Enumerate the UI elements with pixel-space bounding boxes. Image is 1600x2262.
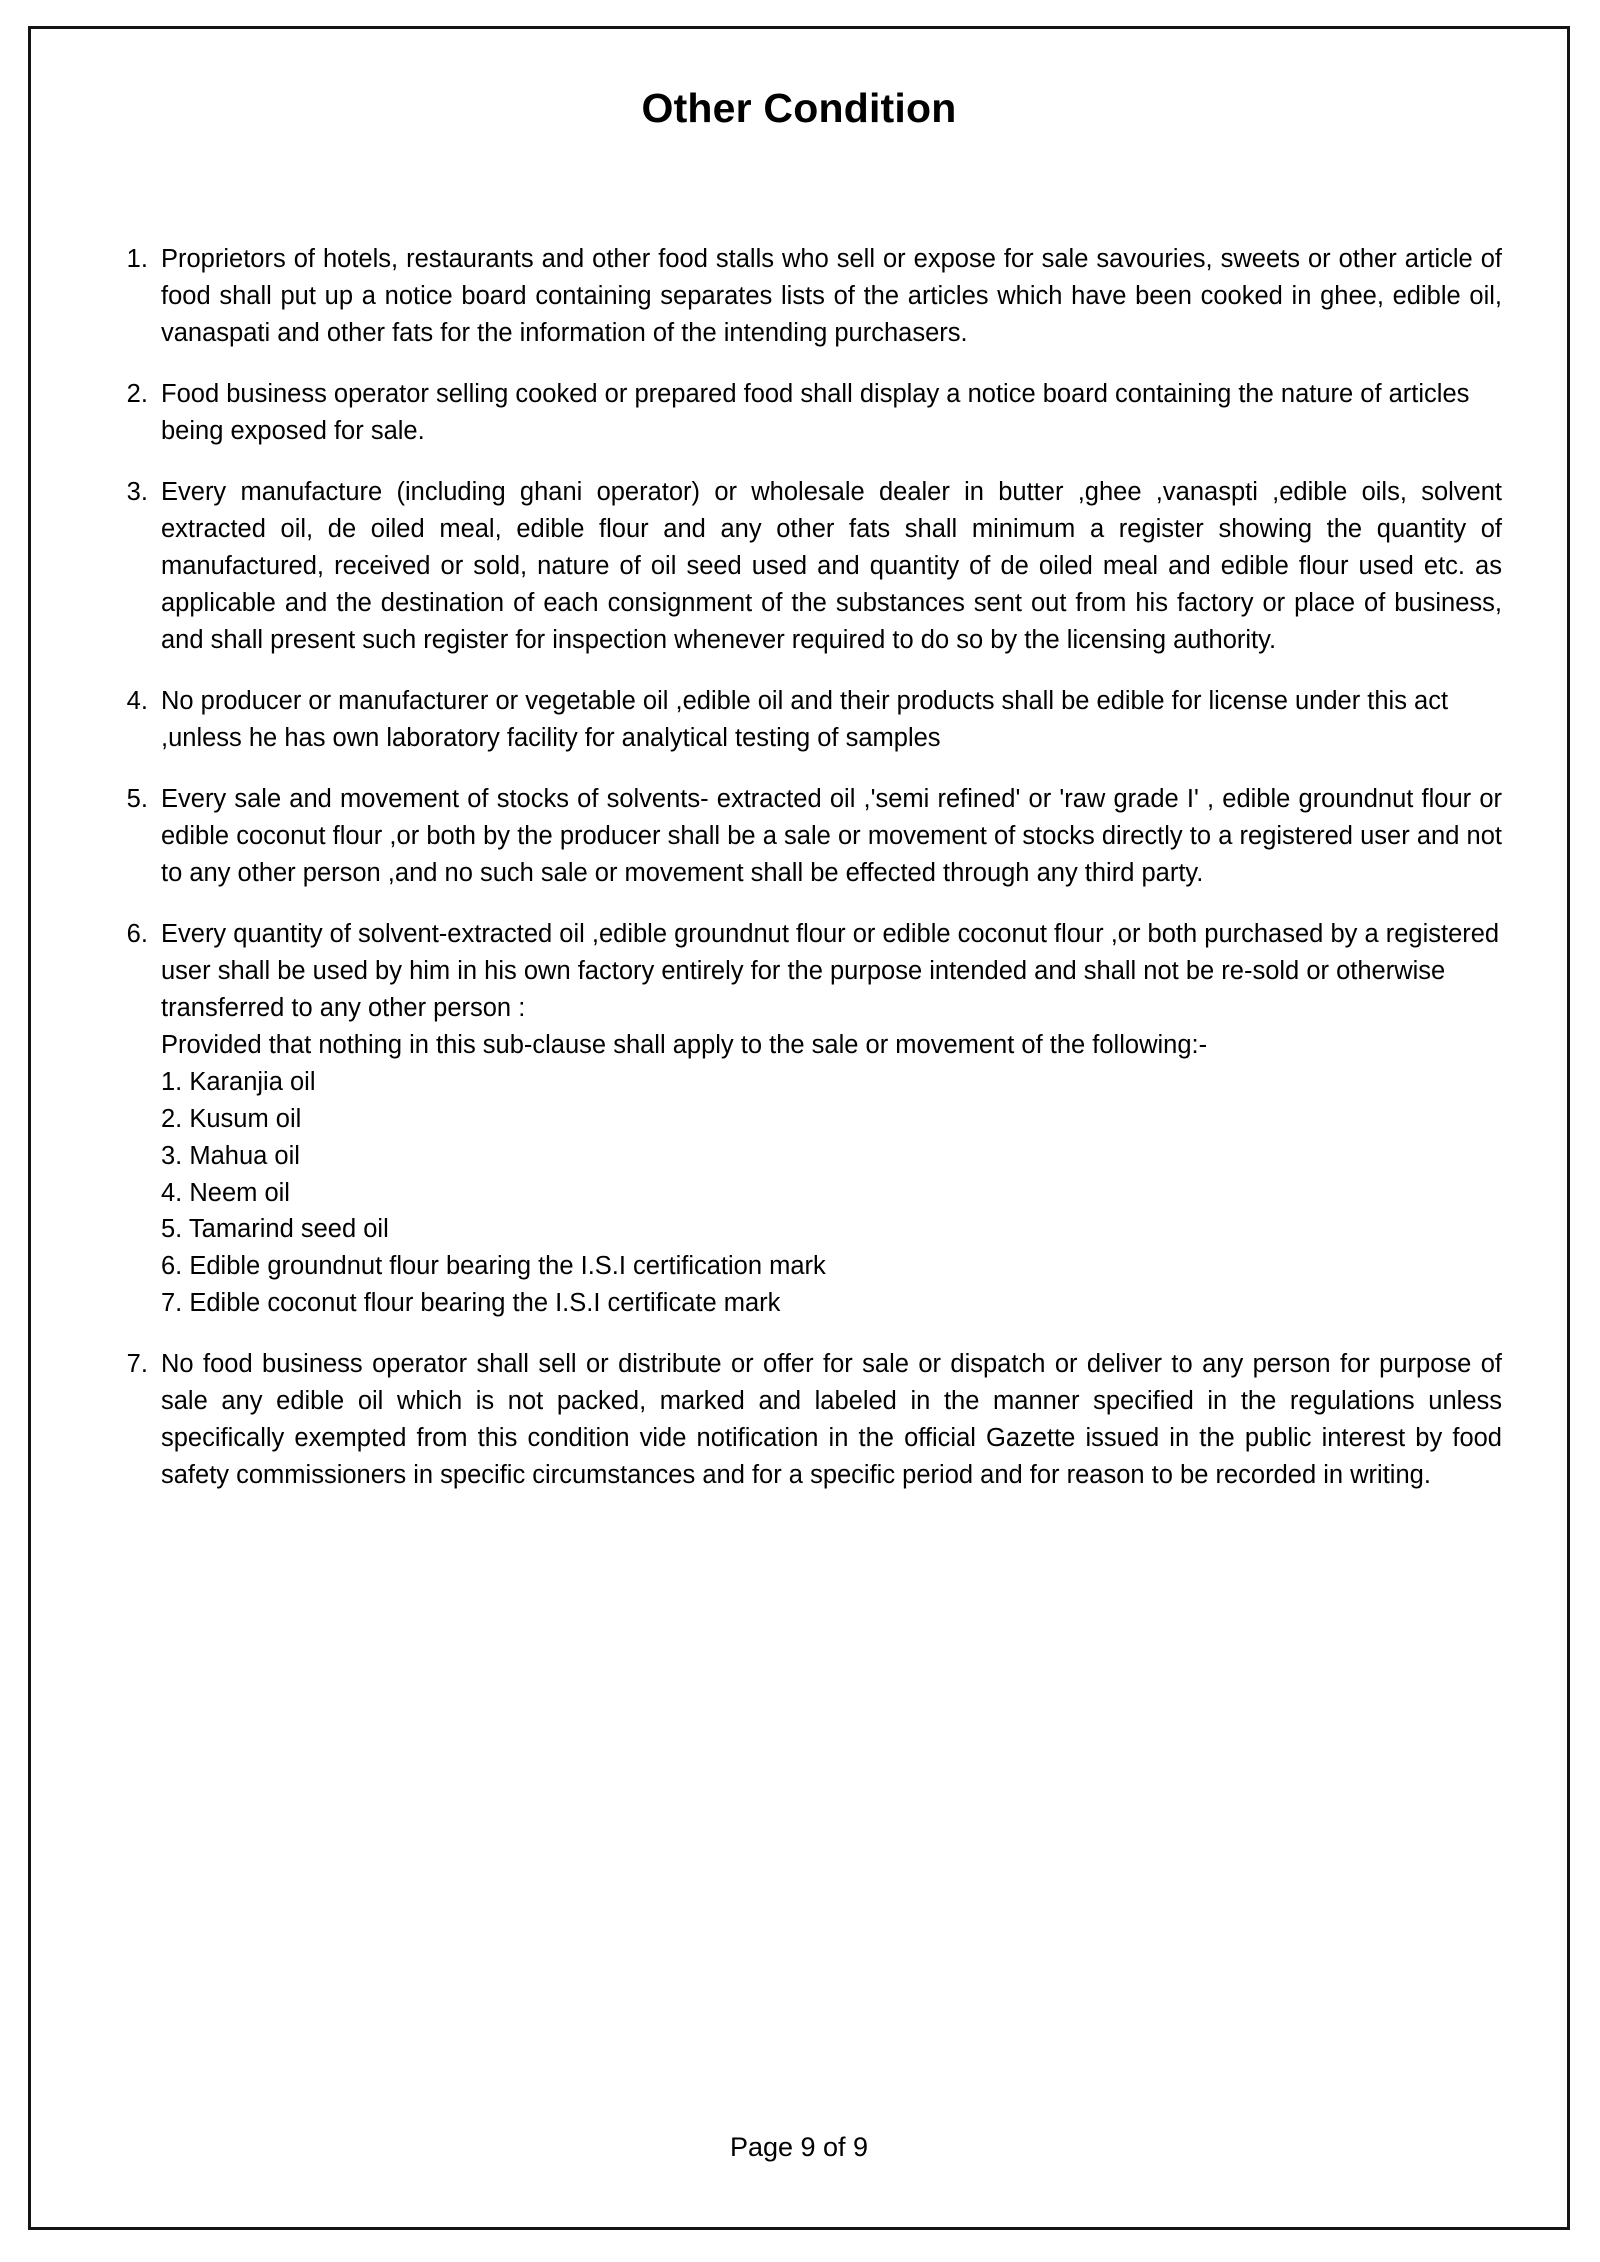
sublist-item-5: 5. Tamarind seed oil bbox=[161, 1215, 389, 1244]
sublist-item-7: 7. Edible coconut flour bearing the I.S.I certificate mark bbox=[161, 1289, 781, 1318]
page-content-area bbox=[31, 29, 1567, 2227]
condition-text-3: Every manufacture (including ghani operator) or wholesale dealer in butter ,ghee ,vanaspti ,edible oils, solvent extracted oil, de oiled meal, edible flour and any other fats shall minimum a register showing the quantity of manufactured, received or sold, nature of oil seed used and quantity of de oiled meal and edible flour used etc. as applicable and the destination of each consignment of the substances sent out from his factory or place of business, and shall present such register for inspection whenever required to do so by the licensing authority. bbox=[161, 478, 1502, 654]
sublist-item-1: 1. Karanjia oil bbox=[161, 1067, 316, 1096]
condition-text-2: Food business operator selling cooked or prepared food shall display a notice board containing the nature of articles being exposed for sale. bbox=[161, 380, 1470, 446]
page-footer: Page 9 of 9 bbox=[729, 2131, 869, 2162]
condition-item-3 bbox=[155, 474, 1502, 659]
condition-item-4 bbox=[155, 683, 1502, 757]
sublist-item-4: 4. Neem oil bbox=[161, 1178, 290, 1207]
sublist-item-2: 2. Kusum oil bbox=[161, 1104, 302, 1133]
condition-item-1 bbox=[155, 241, 1502, 352]
condition-text-7: No food business operator shall sell or distribute or offer for sale or dispatch or deliver to any person for purpose of sale any edible oil which is not packed, marked and labeled in the manner specified in the regulations unless specifically exempted from this condition vide notification in the official Gazette issued in the public interest by food safety commissioners in specific circumstances and for a specific period and for reason to be recorded in writing. bbox=[161, 1350, 1502, 1490]
page-title: Other Condition bbox=[641, 85, 957, 131]
condition-item-6 bbox=[155, 916, 1502, 1323]
condition-text-1: Proprietors of hotels, restaurants and other food stalls who sell or expose for sale savouries, sweets or other article of food shall put up a notice board containing separates lists of the articles which have been cooked in ghee, edible oil, vanaspati and other fats for the information of the intending purchasers. bbox=[161, 245, 1502, 348]
condition-text-4: No producer or manufacturer or vegetable oil ,edible oil and their products shall be edible for license under this act ,unless he has own laboratory facility for analytical testing of samples bbox=[161, 686, 1449, 752]
condition-item-2 bbox=[155, 376, 1502, 450]
document-body bbox=[31, 241, 1567, 1494]
condition-item-5 bbox=[155, 781, 1502, 892]
condition-6-proviso: Provided that nothing in this sub-clause shall apply to the sale or movement of the following:- bbox=[161, 1030, 1208, 1059]
title-body-spacer bbox=[31, 133, 1567, 241]
condition-item-7 bbox=[155, 1346, 1502, 1494]
sublist-item-3: 3. Mahua oil bbox=[161, 1141, 300, 1170]
conditions-list bbox=[101, 241, 1502, 1494]
condition-6-sublist bbox=[161, 1064, 1502, 1323]
condition-text-5: Every sale and movement of stocks of solvents- extracted oil ,'semi refined' or 'raw grade I' , edible groundnut flour or edible coconut flour ,or both by the producer shall be a sale or movement of stocks directly to a registered user and not to any other person ,and no such sale or movement shall be effected through any third party. bbox=[161, 784, 1502, 887]
condition-text-6: Every quantity of solvent-extracted oil ,edible groundnut flour or edible coconut flour ,or both purchased by a registered user shall be used by him in his own factory entirely for the purpose intended and shall not be re-sold or otherwise transferred to any other person : bbox=[161, 919, 1500, 1022]
sublist-item-6: 6. Edible groundnut flour bearing the I.S.I certification mark bbox=[161, 1252, 826, 1281]
